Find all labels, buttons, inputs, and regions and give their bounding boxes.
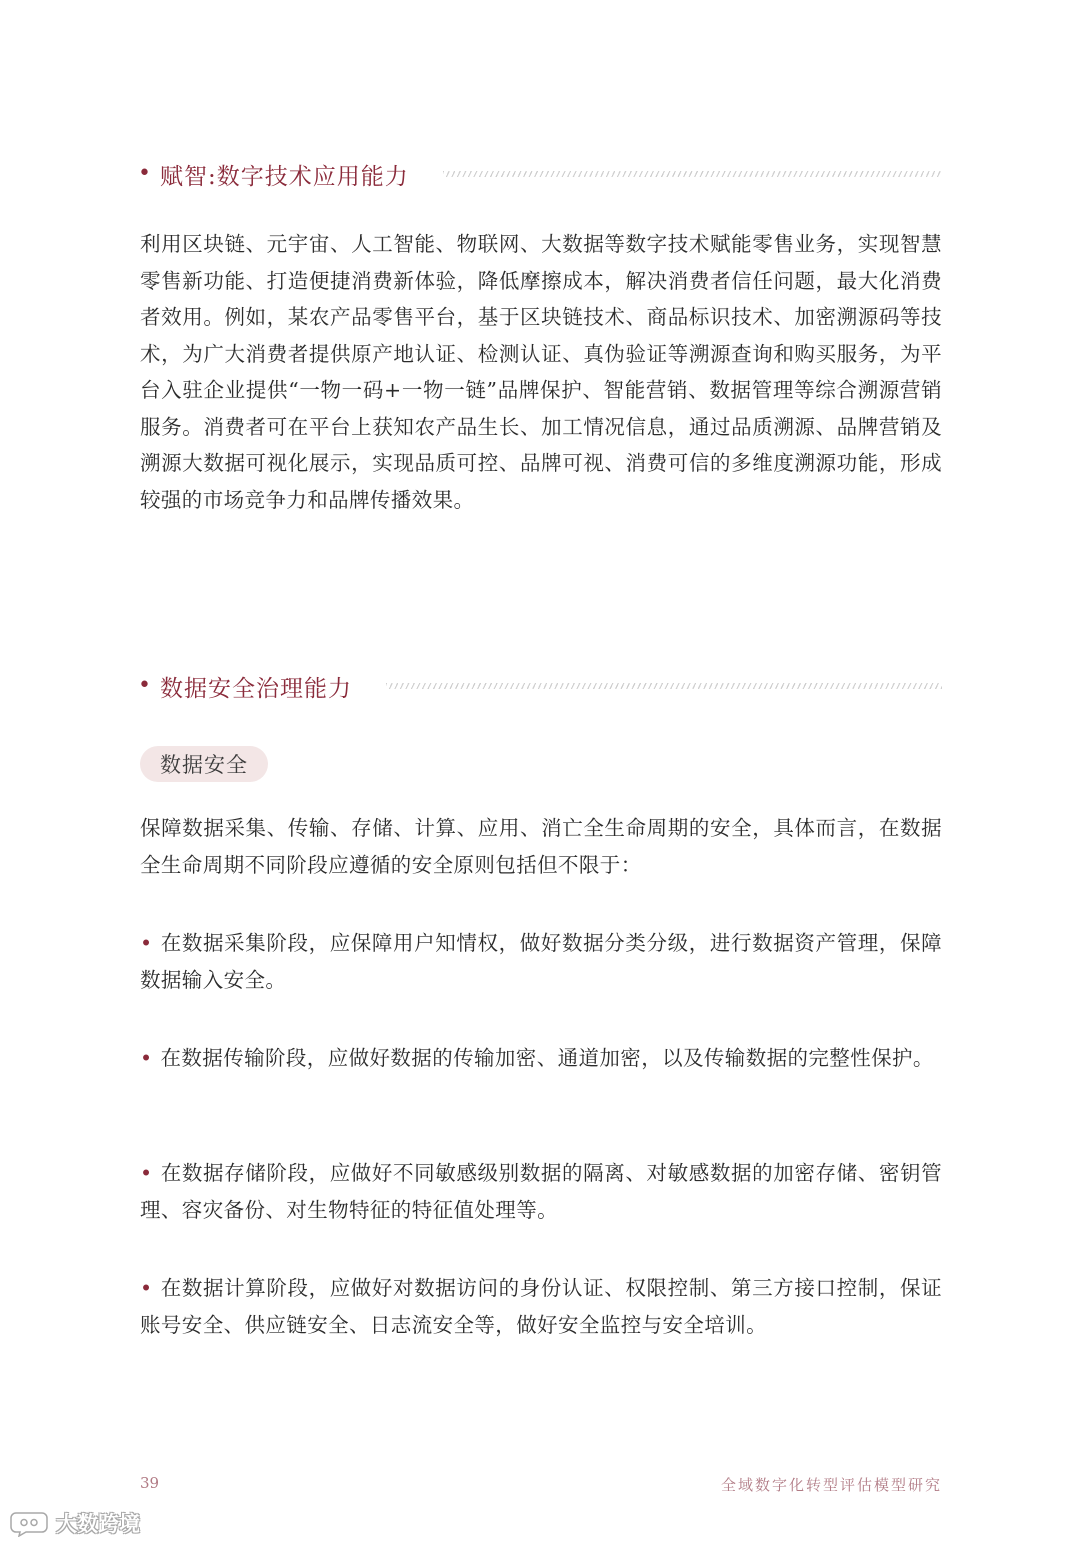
chat-bubble-logo-icon bbox=[10, 1509, 50, 1537]
section-title: 数据安全治理能力 bbox=[160, 675, 352, 702]
list-item bbox=[140, 1040, 942, 1077]
section-heading-data-security bbox=[138, 669, 942, 703]
list-item bbox=[140, 1155, 942, 1228]
watermark-text: 大数跨境 bbox=[56, 1512, 140, 1536]
hatched-divider bbox=[386, 683, 942, 689]
bullet-icon: • bbox=[140, 1161, 153, 1185]
list-item bbox=[140, 1270, 942, 1343]
section-paragraph: 利用区块链、元宇宙、人工智能、物联网、大数据等数字技术赋能零售业务，实现智慧零售新功能、打造便捷消费新体验，降低摩擦成本，解决消费者信任问题，最大化消费者效用。例如，某农产品零售平台，基于区块链技术、商品标识技术、加密溯源码等技术，为广大消费者提供原产地认证、检测认证、真伪验证等溯源查询和购买服务，为平台入驻企业提供“一物一码+一物一链”品牌保护、智能营销、数据管理等综合溯源营销服务。消费者可在平台上获知农产品生长、加工情况信息，通过品质溯源、品牌营销及溯源大数据可视化展示，实现品质可控、品牌可视、消费可信的多维度溯源功能，形成较强的市场竞争力和品牌传播效果。 bbox=[140, 232, 942, 512]
bullet-icon: • bbox=[138, 161, 151, 186]
page-number: 39 bbox=[140, 1474, 160, 1492]
section-heading-empowerment bbox=[138, 157, 942, 191]
topic-tag bbox=[140, 746, 268, 782]
watermark bbox=[10, 1508, 140, 1538]
running-footer-title: 全域数字化转型评估模型研究 bbox=[720, 1476, 942, 1494]
bullet-icon: • bbox=[138, 673, 151, 698]
topic-tag-label: 数据安全 bbox=[160, 753, 248, 777]
hatched-divider bbox=[443, 171, 942, 177]
intro-paragraph: 保障数据采集、传输、存储、计算、应用、消亡全生命周期的安全，具体而言，在数据全生命周期不同阶段应遵循的安全原则包括但不限于： bbox=[140, 816, 942, 877]
list-item-text: 在数据计算阶段，应做好对数据访问的身份认证、权限控制、第三方接口控制，保证账号安全、供应链安全、日志流安全等，做好安全监控与安全培训。 bbox=[140, 1276, 942, 1337]
list-item-text: 在数据采集阶段，应保障用户知情权，做好数据分类分级，进行数据资产管理，保障数据输入安全。 bbox=[140, 931, 942, 992]
bullet-icon: • bbox=[140, 1276, 153, 1300]
bullet-icon: • bbox=[140, 1046, 153, 1070]
list-item-text: 在数据存储阶段，应做好不同敏感级别数据的隔离、对敏感数据的加密存储、密钥管理、容灾备份、对生物特征的特征值处理等。 bbox=[140, 1161, 942, 1222]
list-item-text: 在数据传输阶段，应做好数据的传输加密、通道加密，以及传输数据的完整性保护。 bbox=[160, 1046, 934, 1070]
bullet-icon: • bbox=[140, 931, 153, 955]
section-title: 赋智:数字技术应用能力 bbox=[160, 163, 409, 190]
list-item bbox=[140, 925, 942, 998]
